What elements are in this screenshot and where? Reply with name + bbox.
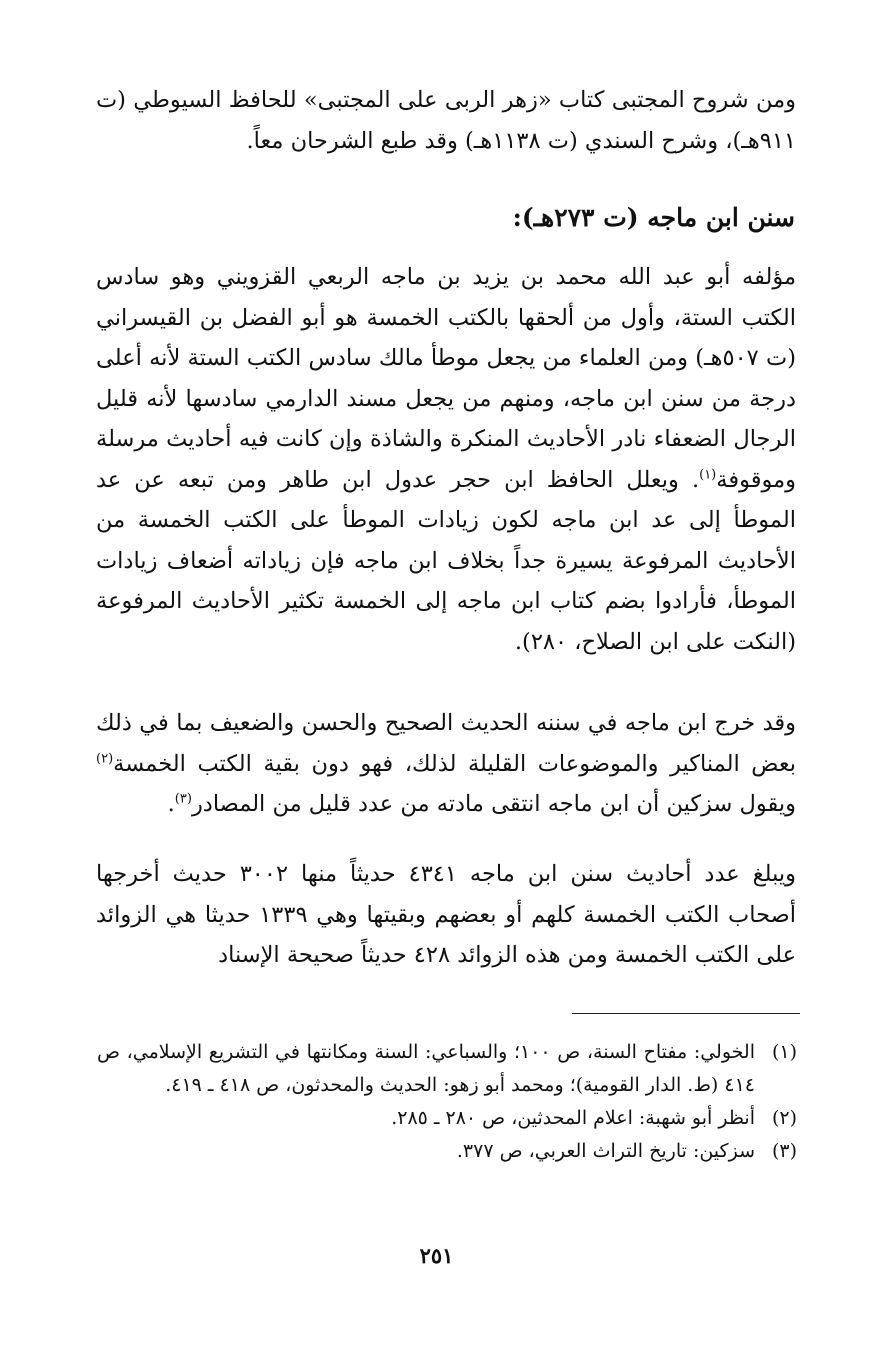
footnote-1-text: الخولي: مفتاح السنة، ص ١٠٠؛ والسباعي: السنة ومكانتها في التشريع الإسلامي، ص ٤١٤ (ط. الدار القومية)؛ ومحمد أبو زهو: الحديث والمحدثون، ص ٤١٨ ـ ٤١٩. bbox=[97, 1041, 755, 1096]
footnote-ref-2[interactable]: (٢) bbox=[96, 751, 114, 766]
intro-text: ومن شروح المجتبى كتاب «زهر الربى على المجتبى» للحافظ السيوطي (ت ٩١١هـ)، وشرح السندي (ت ١١٣٨هـ) وقد طبع الشرحان معاً. bbox=[96, 87, 796, 154]
paragraph-3 bbox=[96, 854, 796, 976]
footnote-ref-1[interactable]: (١) bbox=[699, 467, 717, 482]
paragraph-2-text-c: . bbox=[167, 791, 175, 817]
paragraph-1-text-a: مؤلفه أبو عبد الله محمد بن يزيد بن ماجه الربعي القزويني وهو سادس الكتب الستة، وأول من ألحقها بالكتب الخمسة هو أبو الفضل بن القيسراني (ت ٥٠٧هـ) ومن العلماء من يجعل موطأ مالك سادس الكتب الستة لأنه أعلى درجة من سنن ابن ماجه، ومنهم من يجعل مسند الدارمي سادسها لأنه قليل الرجال الضعفاء نادر الأحاديث المنكرة والشاذة وإن كانت فيه أحاديث مرسلة وموقوفة bbox=[96, 264, 796, 493]
section-heading: سنن ابن ماجه (ت ٢٧٣هـ): bbox=[512, 203, 795, 232]
footnote-2-number: (٢) bbox=[771, 1107, 797, 1129]
footnote-2-text: أنظر أبو شهبة: اعلام المحدثين، ص ٢٨٠ ـ ٢٨٥. bbox=[391, 1107, 755, 1129]
paragraph-3-text: ويبلغ عدد أحاديث سنن ابن ماجه ٤٣٤١ حديثاً منها ٣٠٠٢ حديث أخرجها أصحاب الكتب الخمسة كلهم أو بعضهم وبقيتها وهي ١٣٣٩ حديثا هي الزوائد على الكتب الخمسة ومن هذه الزوائد ٤٢٨ حديثاً صحيحة الإسناد bbox=[96, 861, 796, 968]
footnote-separator bbox=[572, 1013, 800, 1014]
footnote-3-number: (٣) bbox=[771, 1140, 797, 1162]
paragraph-2 bbox=[96, 703, 796, 825]
footnote-ref-3[interactable]: (٣) bbox=[174, 791, 192, 807]
page-number: ٢٥١ bbox=[419, 1243, 454, 1268]
footnote-3 bbox=[97, 1135, 797, 1168]
footnote-1 bbox=[97, 1036, 797, 1102]
footnote-1-number: (١) bbox=[771, 1041, 797, 1063]
footnote-2 bbox=[97, 1102, 797, 1135]
paragraph-1-text-b: . ويعلل الحافظ ابن حجر عدول ابن طاهر ومن تبعه عن عد الموطأ إلى عد ابن ماجه لكون زيادات الموطأ على الكتب الخمسة من الأحاديث المرفوعة يسيرة جداً بخلاف ابن ماجه فإن زياداته أضعاف زيادات الموطأ، فأرادوا بضم كتاب ابن ماجه إلى الخمسة تكثير الأحاديث المرفوعة (النكت على ابن الصلاح، ٢٨٠). bbox=[96, 466, 796, 655]
intro-paragraph bbox=[96, 80, 796, 161]
paragraph-2-text-b: ويقول سزكين أن ابن ماجه انتقى مادته من عدد قليل من المصادر bbox=[191, 791, 796, 817]
paragraph-1 bbox=[96, 257, 796, 662]
paragraph-2-text-a: وقد خرج ابن ماجه في سننه الحديث الصحيح والحسن والضعيف بما في ذلك بعض المناكير والموضوعات القليلة لذلك، فهو دون بقية الكتب الخمسة bbox=[96, 710, 796, 777]
footnote-3-text: سزكين: تاريخ التراث العربي، ص ٣٧٧. bbox=[456, 1140, 755, 1162]
footnotes bbox=[97, 1036, 797, 1168]
